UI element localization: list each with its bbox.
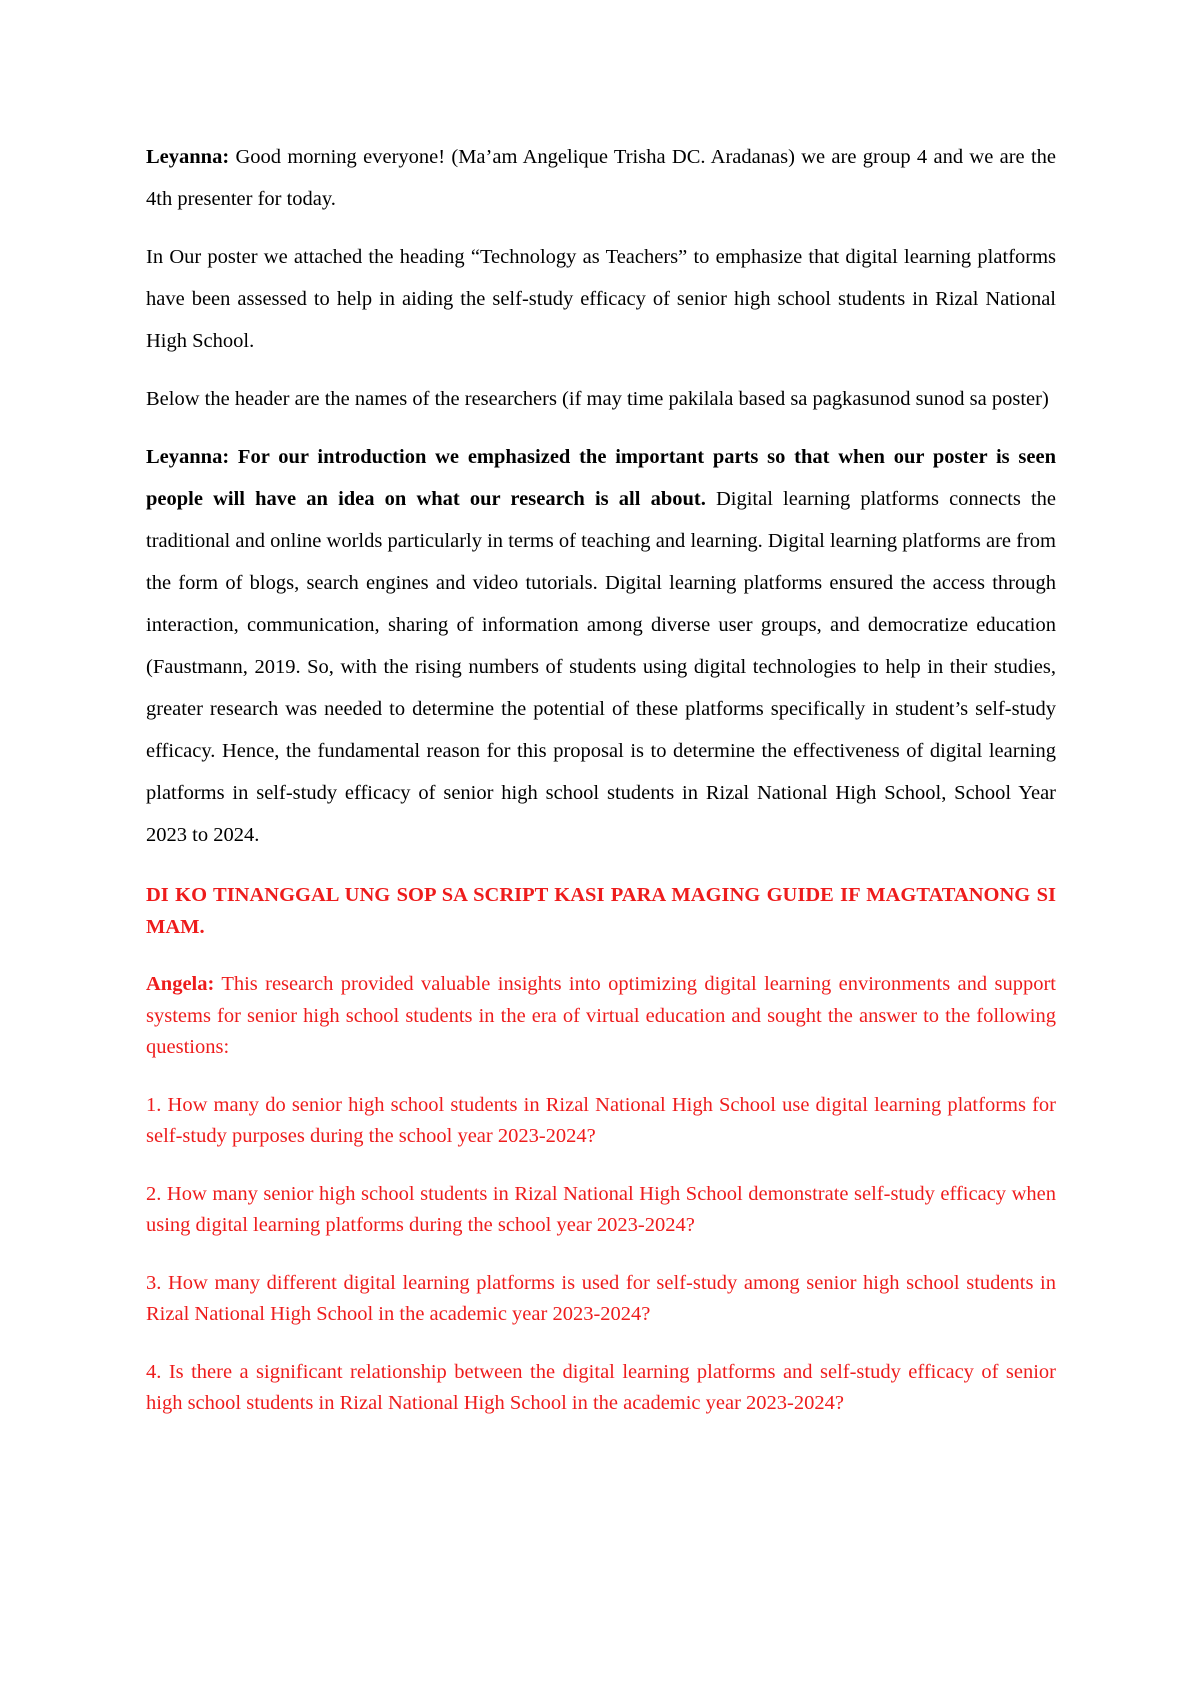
paragraph-text: Good morning everyone! (Ma’am Angelique Trisha DC. Aradanas) we are group 4 and we are the 4th presenter for today. <box>146 146 1056 210</box>
paragraph-text: Digital learning platforms connects the traditional and online worlds particularly in terms of teaching and learning. Digital learning platforms are from the form of blogs, search engines and video tutorials. Digital learning platforms ensured the access through interaction, communication, sharing of information among diverse user groups, and democratize education (Faustmann, 2019. So, with the rising numbers of students using digital technologies to help in their studies, greater research was needed to determine the potential of these platforms specifically in student’s self-study efficacy. Hence, the fundamental reason for this proposal is to determine the effectiveness of digital learning platforms in self-study efficacy of senior high school students in Rizal National High School, School Year 2023 to 2024. <box>146 488 1056 846</box>
paragraph-greeting <box>146 136 1056 220</box>
document-page <box>146 136 1056 1446</box>
paragraph-poster-heading: In Our poster we attached the heading “Technology as Teachers” to emphasize that digital learning platforms have been assessed to help in aiding the self-study efficacy of senior high school students in Rizal National High School. <box>146 246 1056 352</box>
question-item: 4. Is there a significant relationship between the digital learning platforms and self-study efficacy of senior high school students in Rizal National High School in the academic year 2023-2024? <box>146 1360 1056 1414</box>
question-item: 1. How many do senior high school students in Rizal National High School use digital learning platforms for self-study purposes during the school year 2023-2024? <box>146 1093 1056 1147</box>
paragraph-researchers: Below the header are the names of the researchers (if may time pakilala based sa pagkasunod sunod sa poster) <box>146 388 1049 410</box>
speaker-label: Leyanna: <box>146 146 230 168</box>
bold-intro-text: Leyanna: For our introduction we emphasized the important parts so that when our poster is seen people will have an idea on what our research is all about. <box>146 446 1056 510</box>
paragraph-text: This research provided valuable insights into optimizing digital learning environments and support systems for senior high school students in the era of virtual education and sought the answer to the following questions: <box>146 973 1056 1058</box>
question-item: 3. How many different digital learning platforms is used for self-study among senior high school students in Rizal National High School in the academic year 2023-2024? <box>146 1271 1056 1325</box>
note-text: DI KO TINANGGAL UNG SOP SA SCRIPT KASI PARA MAGING GUIDE IF MAGTATANONG SI MAM. <box>146 884 1056 938</box>
speaker-label: Angela: <box>146 973 215 995</box>
red-note <box>146 880 1056 943</box>
question-item: 2. How many senior high school students in Rizal National High School demonstrate self-study efficacy when using digital learning platforms during the school year 2023-2024? <box>146 1182 1056 1236</box>
paragraph-angela <box>146 969 1056 1064</box>
paragraph-introduction <box>146 436 1056 856</box>
